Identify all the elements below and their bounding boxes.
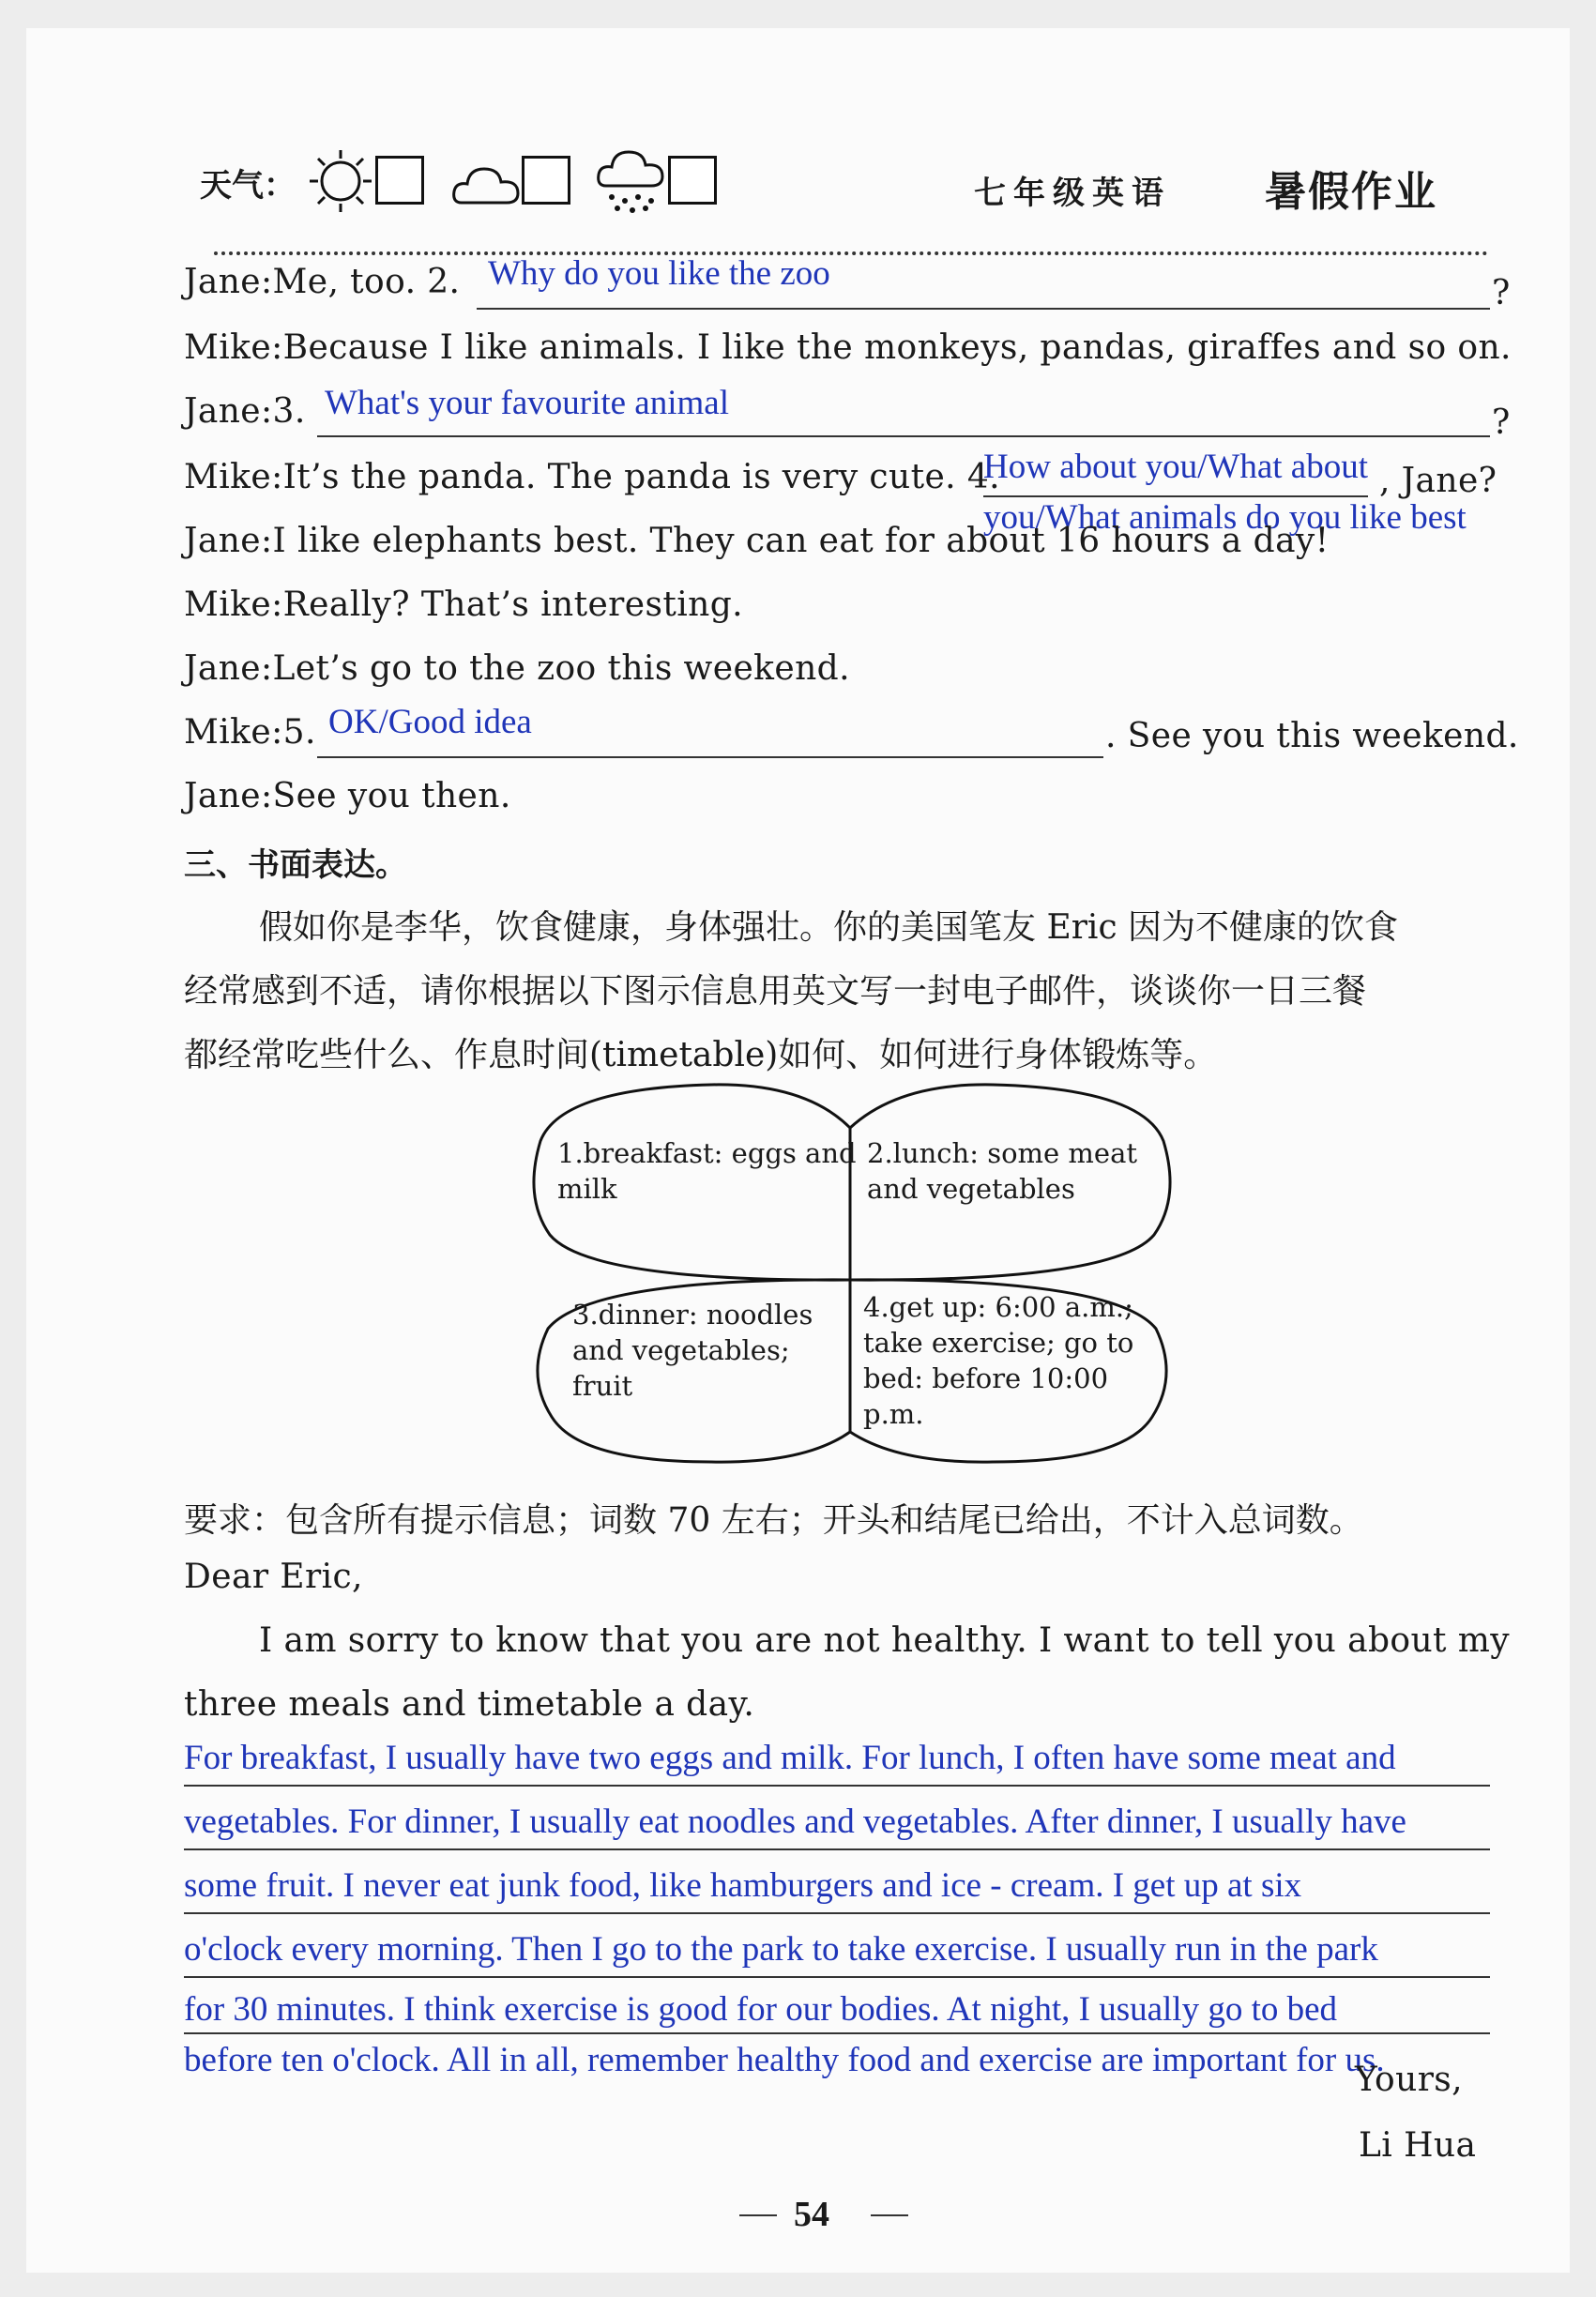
answer-line-2 [477,308,1490,310]
line-text: Let’s go to the zoo this weekend. [272,649,850,688]
line-text: Because I like animals. I like the monkeys, pandas, giraffes and so on. [282,328,1512,367]
letter-signature: Li Hua [1359,2126,1477,2165]
petal-dinner: 3.dinner: noodles and vegetables; fruit [572,1299,813,1402]
line-text: Me, too. 2. [272,263,461,301]
qmark-3: ? [1492,403,1511,442]
dialogue-line: Jane:I like elephants best. They can eat for about 16 hours a day! [184,522,1330,560]
petal-timetable: 4.get up: 6:00 a.m.; take exercise; go to bed: before 10:00 p.m. [863,1291,1134,1430]
line-text: Really? That’s interesting. [282,586,744,624]
dialogue-line: Mike:Really? That’s interesting. [184,586,744,624]
requirement: 要求：包含所有提示信息；词数 70 左右；开头和结尾已给出，不计入总词数。 [184,1501,1363,1540]
answer-line-3 [317,435,1490,437]
sun-icon [308,148,373,214]
letter-answer-line: vegetables. For dinner, I usually eat noodles and vegetables. After dinner, I usually have [184,1803,1406,1841]
dialogue-line-2: Jane:Me, too. 2. [184,263,461,301]
answer-2: Why do you like the zoo [488,254,830,293]
section-title: 三、书面表达。 [184,846,407,884]
letter-answer-line: for 30 minutes. I think exercise is good for our bodies. At night, I usually go to bed [184,1990,1338,2029]
letter-rule [184,1848,1490,1850]
answer-4-line1: How about you/What about [983,448,1368,486]
dialogue-line-4: Mike:It’s the panda. The panda is very cute. 4. [184,458,1000,496]
grade-subject: 七年级英语 [974,175,1171,212]
rain-cloud-icon [595,148,670,216]
page-number: 54 [794,2195,829,2234]
speaker: Jane [184,777,261,815]
speaker: Jane [184,392,261,431]
speaker: Mike [184,713,272,752]
line-text: 5. [282,713,316,752]
weather-checkbox-rainy[interactable] [668,156,717,205]
speaker: Mike [184,586,272,624]
speaker: Mike [184,458,272,496]
header-divider [214,251,1488,255]
dialogue-line: Jane:Let’s go to the zoo this weekend. [184,649,850,688]
letter-answer-line: o'clock every morning. Then I go to the park to take exercise. I usually run in the park [184,1930,1378,1969]
page [26,28,1570,2273]
line-text: 3. [272,392,306,431]
prompt-line: 都经常吃些什么、作息时间(timetable)如何、如何进行身体锻炼等。 [184,1036,1218,1074]
answer-line-5 [317,756,1103,758]
petal-breakfast: 1.breakfast: eggs and milk [557,1137,857,1205]
dialogue-line: Mike:Because I like animals. I like the monkeys, pandas, giraffes and so on. [184,328,1512,367]
dialogue-line-3: Jane:3. [184,392,306,431]
letter-rule [184,1785,1490,1787]
letter-rule [184,1976,1490,1978]
weather-checkbox-sunny[interactable] [375,156,424,205]
weather-checkbox-cloudy[interactable] [522,156,570,205]
letter-closing: Yours, [1355,2061,1464,2099]
prompt-line: 经常感到不适，请你根据以下图示信息用英文写一封电子邮件，谈谈你一日三餐 [184,972,1367,1011]
footer-dash-right [871,2214,908,2216]
dialogue-line: Jane:See you then. [184,777,511,815]
footer-dash-left [739,2214,777,2216]
letter-answer-line: before ten o'clock. All in all, remember healthy food and exercise are important for us. [184,2041,1385,2079]
petal-lunch: 2.lunch: some meat and vegetables [867,1137,1138,1205]
answer-3: What's your favourite animal [325,384,729,422]
weather-label: 天气： [200,167,296,205]
qmark-2: ? [1492,274,1511,312]
post-4: , Jane? [1379,462,1497,500]
post-5: . See you this weekend. [1105,717,1519,755]
line-text: It’s the panda. The panda is very cute. 4. [282,458,1000,496]
answer-4-line2: you/What animals do you like best [983,498,1467,537]
speaker: Jane [184,263,261,301]
letter-answer-line: For breakfast, I usually have two eggs and milk. For lunch, I often have some meat and [184,1739,1396,1777]
cloud-icon [450,158,524,210]
letter-opening: three meals and timetable a day. [184,1685,755,1724]
speaker: Jane [184,649,261,688]
speaker: Mike [184,328,272,367]
letter-greeting: Dear Eric, [184,1558,363,1596]
line-text: See you then. [272,777,511,815]
letter-rule [184,1912,1490,1914]
prompt-line: 假如你是李华，饮食健康，身体强壮。你的美国笔友 Eric 因为不健康的饮食 [259,908,1399,947]
letter-answer-line: some fruit. I never eat junk food, like hamburgers and ice - cream. I get up at six [184,1866,1302,1905]
book-title: 暑假作业 [1265,168,1437,216]
letter-opening: I am sorry to know that you are not healthy. I want to tell you about my [259,1621,1511,1660]
answer-5: OK/Good idea [328,703,532,741]
dialogue-line-5: Mike:5. [184,713,316,752]
line-text: I like elephants best. They can eat for about 16 hours a day! [272,522,1330,560]
speaker: Jane [184,522,261,560]
letter-rule [184,2032,1490,2034]
